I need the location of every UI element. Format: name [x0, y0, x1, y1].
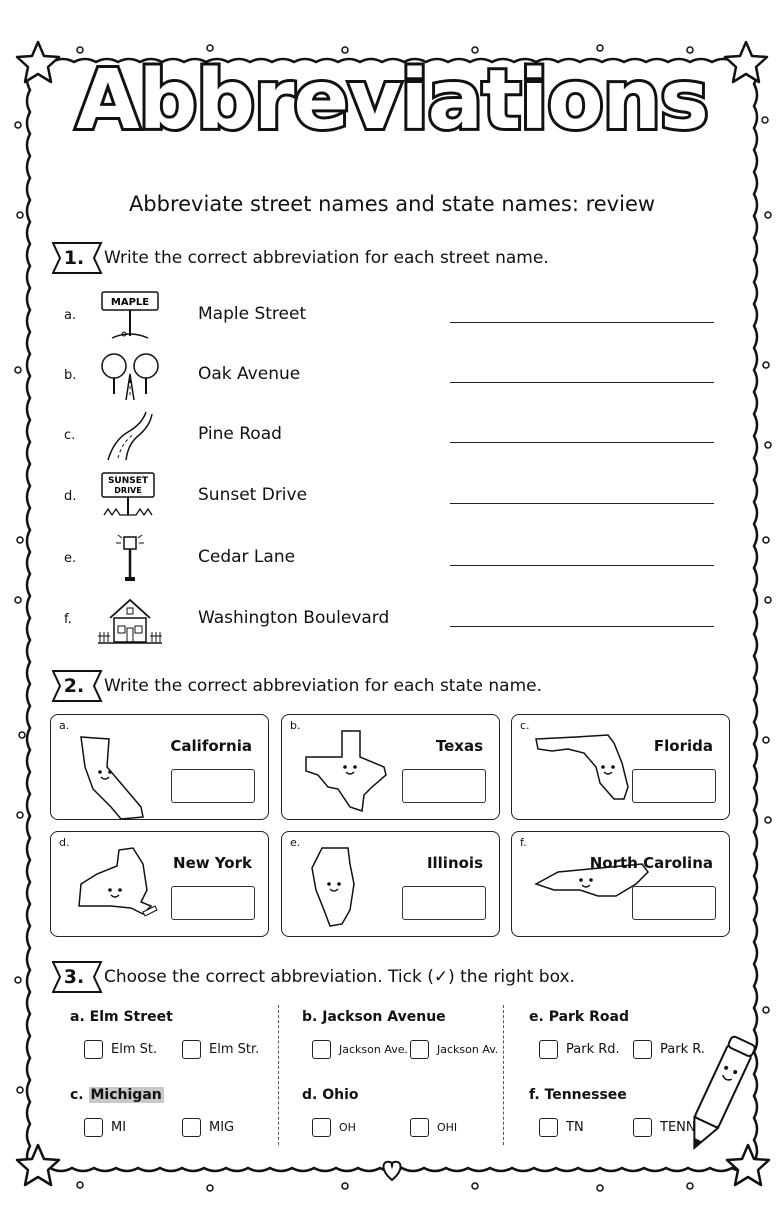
- state-card: [511, 831, 730, 937]
- card-letter: b.: [290, 719, 301, 732]
- option[interactable]: [539, 1040, 620, 1059]
- state-name: Illinois: [426, 854, 483, 872]
- option-label: MI: [111, 1120, 127, 1135]
- street-row: [60, 410, 720, 462]
- section-1-instruction: Write the correct abbreviation for each street name.: [104, 248, 549, 268]
- option-label: Elm St.: [111, 1042, 158, 1057]
- answer-line[interactable]: [450, 322, 714, 323]
- checkbox[interactable]: [633, 1118, 652, 1137]
- question-highlight: Michigan: [90, 1087, 162, 1103]
- state-card: [50, 831, 269, 937]
- card-letter: f.: [520, 836, 527, 849]
- answer-box[interactable]: [402, 769, 486, 803]
- page-subtitle: Abbreviate street names and state names: review: [128, 192, 656, 216]
- checkbox[interactable]: [182, 1040, 201, 1059]
- option-label: OHI: [437, 1121, 458, 1134]
- street-name: Cedar Lane: [198, 547, 296, 567]
- state-name: Texas: [435, 737, 483, 755]
- question-title: [70, 1087, 164, 1103]
- answer-box[interactable]: [171, 769, 255, 803]
- item-letter: e.: [64, 551, 77, 566]
- answer-line[interactable]: [450, 626, 714, 627]
- card-letter: d.: [59, 836, 70, 849]
- state-name: California: [170, 737, 252, 755]
- checkbox[interactable]: [84, 1118, 103, 1137]
- question-prefix: c.: [70, 1087, 84, 1103]
- section-3-instruction: Choose the correct abbreviation. Tick (✓) the right box.: [104, 967, 575, 987]
- street-row: [60, 290, 720, 342]
- answer-box[interactable]: [632, 886, 716, 920]
- street-row: [60, 594, 720, 646]
- checkbox[interactable]: [410, 1118, 429, 1137]
- street-lamp-icon: [98, 533, 162, 585]
- question-title: b. Jackson Avenue: [302, 1009, 446, 1025]
- star-icon: [727, 1145, 769, 1185]
- answer-line[interactable]: [450, 565, 714, 566]
- state-card: [281, 831, 500, 937]
- street-name: Washington Boulevard: [198, 608, 390, 628]
- tree-avenue-icon: [98, 350, 162, 402]
- option[interactable]: [182, 1040, 259, 1059]
- question-title: d. Ohio: [302, 1087, 359, 1103]
- section-3-header: [52, 960, 575, 994]
- checkbox[interactable]: [633, 1040, 652, 1059]
- option-label: Jackson Ave.: [339, 1043, 408, 1056]
- checkbox[interactable]: [410, 1040, 429, 1059]
- item-letter: c.: [64, 428, 76, 443]
- checkbox[interactable]: [539, 1040, 558, 1059]
- checkbox[interactable]: [539, 1118, 558, 1137]
- street-row: [60, 533, 720, 585]
- street-row: [60, 471, 720, 523]
- option[interactable]: [312, 1118, 356, 1137]
- option[interactable]: [633, 1040, 705, 1059]
- svg-text:SUNSET: SUNSET: [107, 476, 149, 486]
- option[interactable]: [312, 1040, 408, 1059]
- question-title: f. Tennessee: [529, 1087, 627, 1103]
- checkbox[interactable]: [84, 1040, 103, 1059]
- option[interactable]: [182, 1118, 234, 1137]
- answer-line[interactable]: [450, 503, 714, 504]
- option[interactable]: [84, 1118, 126, 1137]
- option-label: Jackson Av.: [437, 1043, 499, 1056]
- street-row: [60, 350, 720, 402]
- section-3-number: 3.: [63, 966, 85, 988]
- option-label: MIG: [209, 1120, 235, 1135]
- street-sign-icon: [98, 290, 162, 342]
- state-card: [281, 714, 500, 820]
- option[interactable]: [410, 1040, 498, 1059]
- answer-line[interactable]: [450, 382, 714, 383]
- section-1-number: 1.: [63, 247, 85, 269]
- option[interactable]: [633, 1118, 696, 1137]
- street-name: Pine Road: [198, 424, 282, 444]
- answer-box[interactable]: [632, 769, 716, 803]
- option[interactable]: [84, 1040, 157, 1059]
- state-card: [50, 714, 269, 820]
- question-title: e. Park Road: [529, 1009, 629, 1025]
- checkbox[interactable]: [182, 1118, 201, 1137]
- heart-icon: [384, 1162, 401, 1180]
- house-icon: [98, 594, 162, 646]
- column-divider: [503, 1005, 504, 1145]
- state-name: North Carolina: [589, 854, 713, 872]
- item-letter: a.: [64, 308, 77, 323]
- option[interactable]: [539, 1118, 584, 1137]
- item-letter: f.: [64, 612, 72, 627]
- street-name: Oak Avenue: [198, 364, 301, 384]
- star-icon: [17, 1145, 59, 1185]
- street-name: Sunset Drive: [198, 485, 308, 505]
- card-letter: e.: [290, 836, 301, 849]
- sunset-sign-icon: [98, 471, 162, 523]
- item-letter: b.: [64, 368, 77, 383]
- section-1-header: [52, 241, 549, 275]
- option[interactable]: [410, 1118, 457, 1137]
- option-label: TENN: [660, 1120, 696, 1135]
- section-2-number: 2.: [63, 675, 85, 697]
- state-card: [511, 714, 730, 820]
- state-name: New York: [173, 854, 252, 872]
- option-label: OH: [339, 1121, 356, 1134]
- winding-road-icon: [98, 410, 162, 462]
- answer-box[interactable]: [171, 886, 255, 920]
- question-title: a. Elm Street: [70, 1009, 173, 1025]
- page-title: Abbreviations: [76, 53, 708, 148]
- svg-text:DRIVE: DRIVE: [114, 486, 142, 495]
- column-divider: [278, 1005, 279, 1145]
- checkbox[interactable]: [312, 1118, 331, 1137]
- card-letter: c.: [520, 719, 530, 732]
- option-label: TN: [566, 1120, 584, 1135]
- answer-box[interactable]: [402, 886, 486, 920]
- item-letter: d.: [64, 489, 77, 504]
- card-letter: a.: [59, 719, 70, 732]
- option-label: Park R.: [660, 1042, 705, 1057]
- option-label: Park Rd.: [566, 1042, 620, 1057]
- svg-text:MAPLE: MAPLE: [110, 297, 150, 308]
- option-label: Elm Str.: [209, 1042, 260, 1057]
- state-name: Florida: [653, 737, 713, 755]
- section-2-instruction: Write the correct abbreviation for each state name.: [104, 676, 543, 696]
- checkbox[interactable]: [312, 1040, 331, 1059]
- answer-line[interactable]: [450, 442, 714, 443]
- section-2-header: [52, 669, 542, 703]
- street-name: Maple Street: [198, 304, 307, 324]
